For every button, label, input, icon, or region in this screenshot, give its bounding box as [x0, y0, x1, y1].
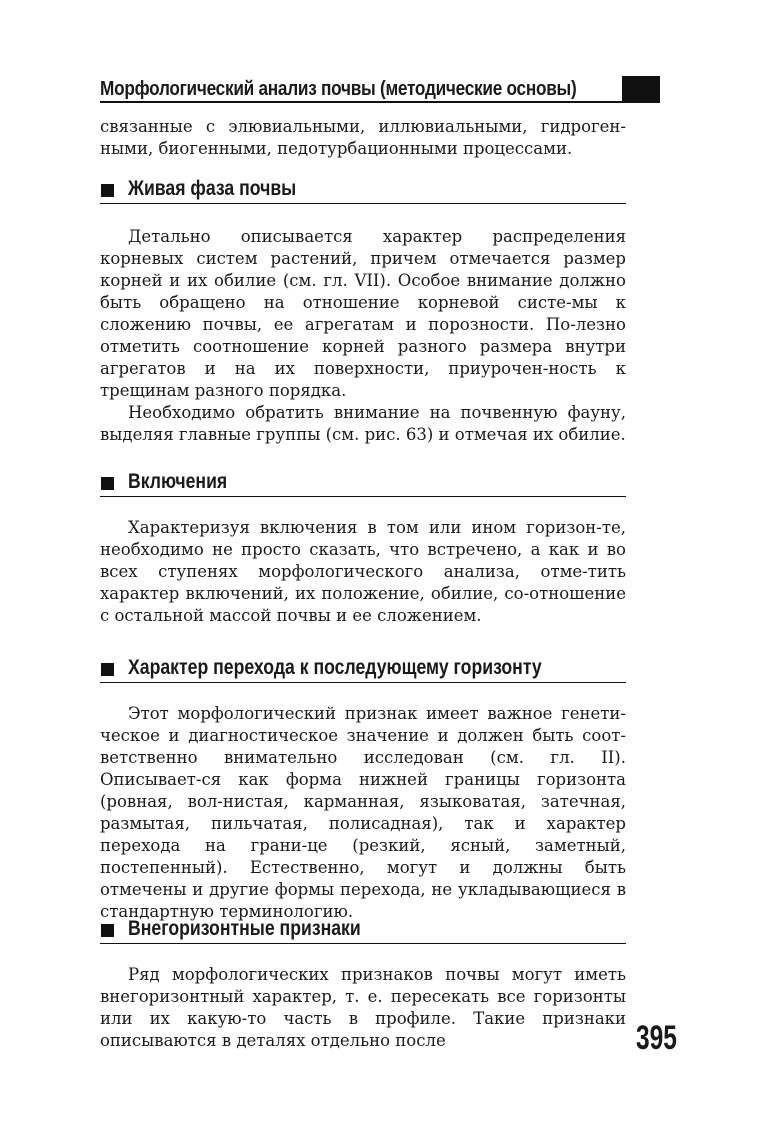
heading-bullet	[101, 924, 114, 937]
section-heading-living-phase	[100, 177, 626, 204]
paragraph: Ряд морфологических признаков почвы могут иметь внегоризонтный характер, т. е. пересекать все горизонты или их какую-то часть в профиле. Такие признаки описываются в деталях отдельно после	[100, 965, 626, 1050]
paragraph: Характеризуя включения в том или ином горизон-те, необходимо не просто сказать, что встречено, а как и во всех ступенях морфологического анализа, отме-тить характер включений, их положение, обилие, со-отношение с остальной массой почвы и ее сложением.	[100, 518, 626, 625]
section-heading-text: Внегоризонтные признаки	[128, 917, 361, 940]
section-heading-text: Живая фаза почвы	[128, 177, 297, 200]
section-heading-transition	[100, 656, 626, 683]
section-heading-text: Характер перехода к последующему горизонту	[128, 656, 542, 679]
heading-bullet	[101, 184, 114, 197]
heading-bullet	[101, 477, 114, 490]
section-heading-inclusions	[100, 470, 626, 497]
running-head-title: Морфологический анализ почвы (методические основы)	[100, 78, 577, 100]
heading-bullet	[101, 663, 114, 676]
paragraph: Необходимо обратить внимание на почвенную фауну, выделяя главные группы (см. рис. 63) и отмечая их обилие.	[100, 403, 626, 444]
paragraph: Этот морфологический признак имеет важное генети-ческое и диагностическое значение и должен быть соот-ветственно внимательно исследован (см. гл. II). Описывает-ся как форма нижней границы горизонта (ровная, вол-нистая, карманная, языковатая, затечная, размытая, пильчатая, полисадная), так и характер перехода на грани-це (резкий, ясный, заметный, постепенный). Естественно, могут и должны быть отмечены и другие формы перехода, не укладывающиеся в стандартную терминологию.	[100, 704, 626, 921]
paragraph: Детально описывается характер распределения корневых систем растений, причем отмечается размер корней и их обилие (см. гл. VII). Особое внимание должно быть обращено на отношение корневой систе-мы к сложению почвы, ее агрегатам и порозности. По-лезно отметить соотношение корней разного размера внутри агрегатов и на их поверхности, приурочен-ность к трещинам разного порядка.	[100, 227, 626, 400]
section-heading-text: Включения	[128, 470, 228, 493]
continuation-paragraph: связанные с элювиальными, иллювиальными, гидроген-ными, биогенными, педотурбационными процессами.	[100, 117, 626, 158]
section-heading-extra-horizon	[100, 917, 626, 944]
running-head-marker	[622, 76, 660, 103]
running-head-rule	[100, 101, 660, 103]
page-number: 395	[636, 1019, 677, 1057]
running-head	[100, 76, 660, 106]
